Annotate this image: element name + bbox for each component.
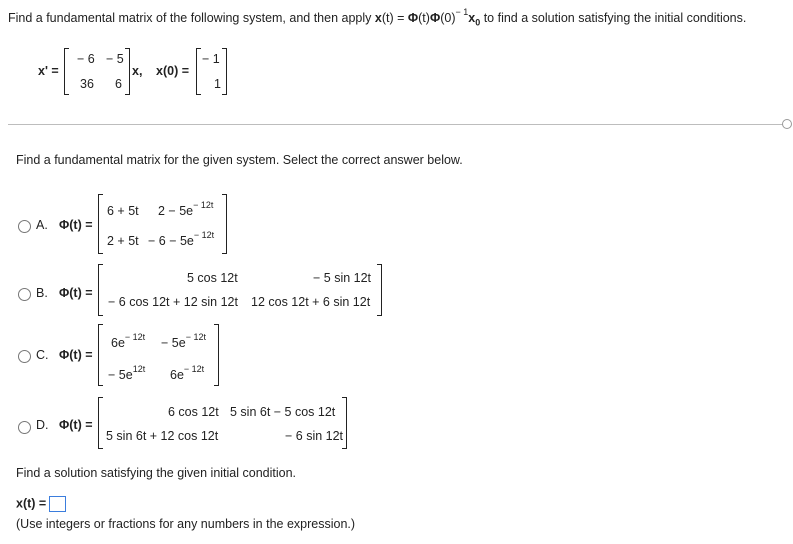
option-d-radio[interactable] bbox=[18, 421, 31, 434]
matrix-cell: − 6 cos 12t + 12 sin 12t bbox=[108, 295, 238, 309]
ic-cell: 1 bbox=[214, 77, 221, 91]
ic-label: x(0) = bbox=[156, 64, 190, 78]
solution-prompt: Find a solution satisfying the given initial condition. bbox=[16, 466, 297, 480]
instruction-text: Find a fundamental matrix of the following system, and then apply $x(t) = \Phi(t)\Phi(0)^{- 1}x_0$ to find a solution satisfying the initial conditions. bbox=[8, 6, 747, 28]
option-d-letter: D. bbox=[36, 418, 49, 432]
hint-text: (Use integers or fractions for any numbers in the expression.) bbox=[16, 517, 356, 531]
question-text: Find a fundamental matrix for the given system. Select the correct answer below. bbox=[16, 153, 463, 167]
option-c-radio[interactable] bbox=[18, 350, 31, 363]
option-b-label: Φ(t) = bbox=[59, 286, 93, 300]
matrix-cell: 6 bbox=[115, 77, 122, 91]
option-a-label: Φ(t) = bbox=[59, 218, 93, 232]
matrix-cell: $6e^{- 12t}$ bbox=[170, 363, 205, 382]
matrix-cell: 36 bbox=[80, 77, 94, 91]
matrix-cell: 12 cos 12t + 6 sin 12t bbox=[251, 295, 371, 309]
option-c-letter: C. bbox=[36, 348, 49, 362]
matrix-cell: $2 - 5e^{- 12t}$ bbox=[158, 199, 214, 218]
option-b-radio[interactable] bbox=[18, 288, 31, 301]
option-d-label: Φ(t) = bbox=[59, 418, 93, 432]
ic-cell: − 1 bbox=[202, 52, 220, 66]
system-x-suffix: x, bbox=[132, 64, 143, 78]
answer-input[interactable] bbox=[49, 496, 66, 512]
option-c-label: Φ(t) = bbox=[59, 348, 93, 362]
matrix-cell: − $5e^{- 12t}$ bbox=[161, 331, 206, 350]
option-b-letter: B. bbox=[36, 286, 48, 300]
matrix-cell: 5 sin 6t − 5 cos 12t bbox=[230, 405, 336, 419]
matrix-cell: − $6 - 5e^{- 12t}$ bbox=[148, 229, 215, 248]
matrix-cell: − 6 bbox=[77, 52, 95, 66]
matrix-cell: 2 + 5t bbox=[107, 234, 139, 248]
answer-row bbox=[16, 496, 66, 512]
matrix-cell: 6 cos 12t bbox=[168, 405, 219, 419]
matrix-cell: 5 cos 12t bbox=[187, 271, 238, 285]
matrix-cell: $6e^{- 12t}$ bbox=[111, 331, 146, 350]
collapse-handle-icon[interactable] bbox=[781, 118, 793, 130]
matrix-cell: − 6 sin 12t bbox=[285, 429, 344, 443]
section-divider bbox=[8, 124, 783, 125]
system-lhs: x' = bbox=[38, 64, 59, 78]
matrix-cell: − 5 bbox=[106, 52, 124, 66]
answer-label: x(t) = bbox=[16, 496, 47, 511]
matrix-cell: 6 + 5t bbox=[107, 204, 139, 218]
option-a-letter: A. bbox=[36, 218, 48, 232]
matrix-cell: 5 sin 6t + 12 cos 12t bbox=[106, 429, 219, 443]
matrix-cell: − $5e^{12t}$ bbox=[108, 363, 146, 382]
option-a-radio[interactable] bbox=[18, 220, 31, 233]
matrix-cell: − 5 sin 12t bbox=[313, 271, 372, 285]
